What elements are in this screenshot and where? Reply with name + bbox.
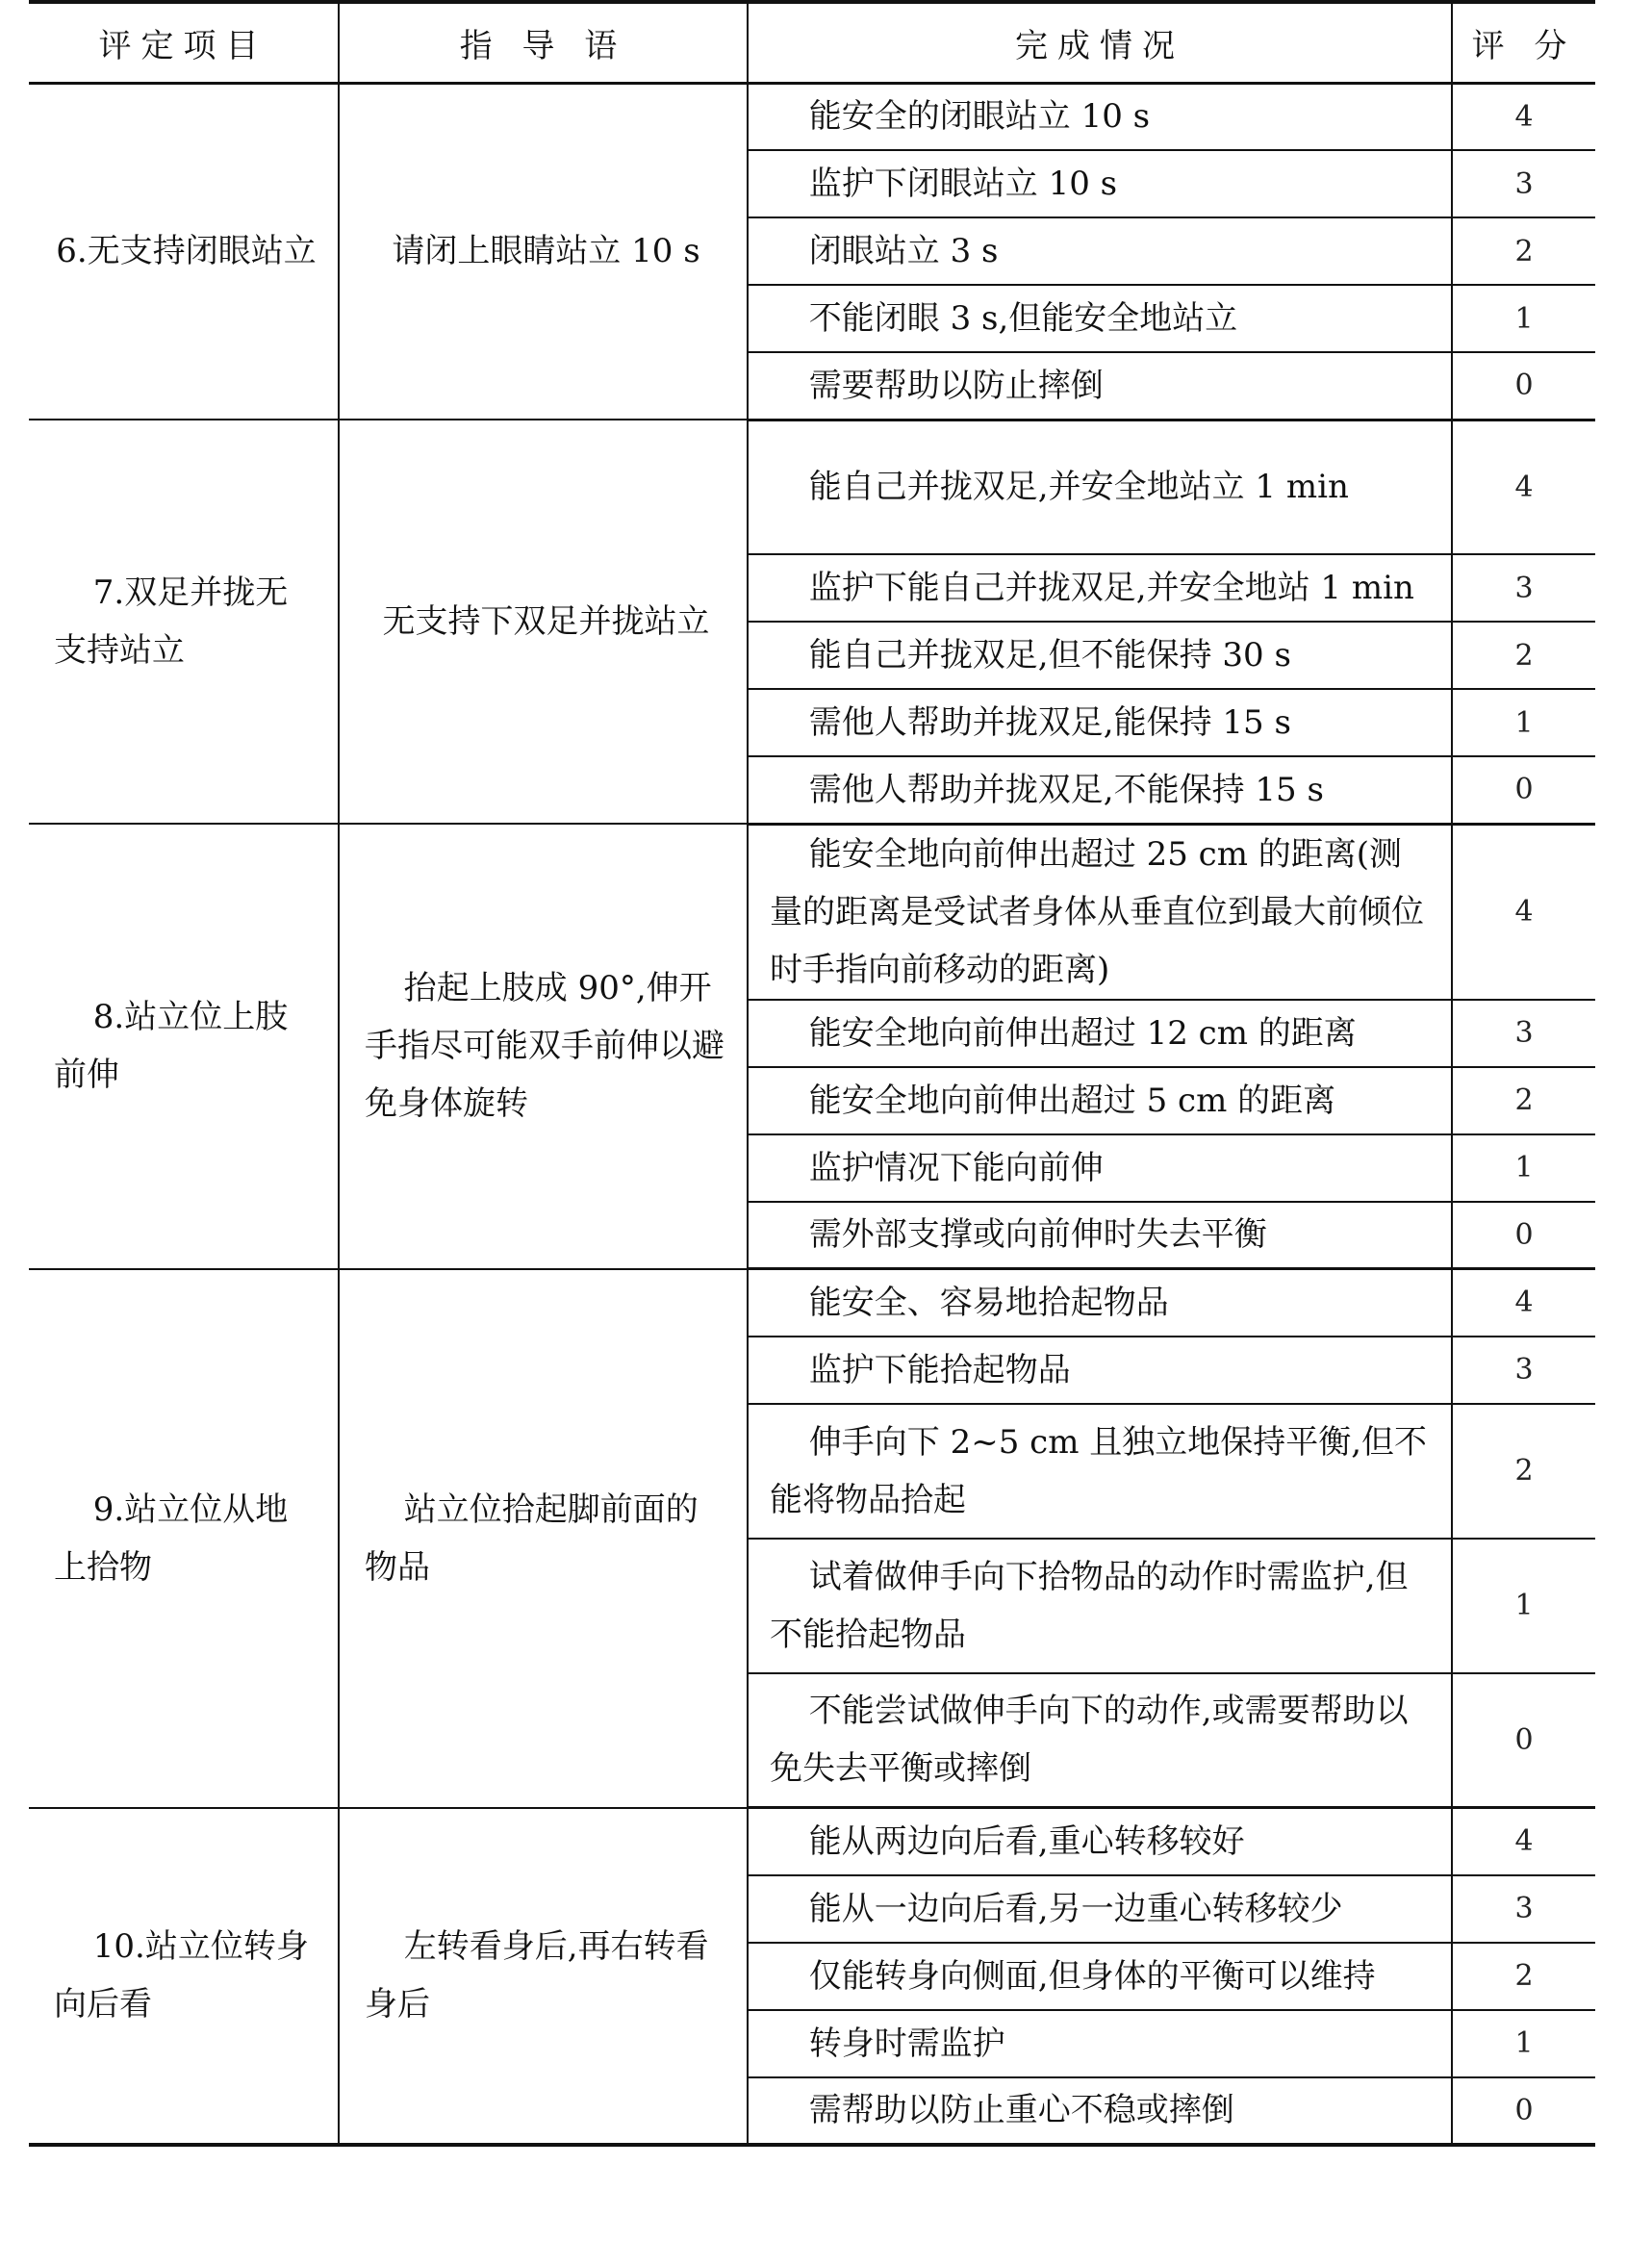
instruction-cell: 抬起上肢成 90°,伸开手指尽可能双手前伸以避免身体旋转 [339,824,748,1269]
score-cell: 3 [1452,1000,1595,1067]
score-cell: 3 [1452,554,1595,622]
completion-cell: 能自己并拢双足,并安全地站立 1 min [748,420,1452,554]
score-cell: 1 [1452,1134,1595,1202]
item-cell: 7.双足并拢无支持站立 [29,420,339,824]
score-cell: 4 [1452,83,1595,150]
completion-cell: 需他人帮助并拢双足,能保持 15 s [748,689,1452,756]
score-cell: 0 [1452,1673,1595,1808]
completion-cell: 能自己并拢双足,但不能保持 30 s [748,622,1452,689]
item-cell: 6.无支持闭眼站立 [29,83,339,420]
score-cell: 1 [1452,689,1595,756]
score-cell: 1 [1452,2010,1595,2077]
completion-cell: 不能闭眼 3 s,但能安全地站立 [748,285,1452,352]
instruction-cell: 站立位拾起脚前面的物品 [339,1269,748,1808]
score-cell: 2 [1452,1404,1595,1539]
header-completion: 完成情况 [748,2,1452,83]
completion-cell: 监护情况下能向前伸 [748,1134,1452,1202]
table-row [29,420,1595,554]
completion-cell: 能从一边向后看,另一边重心转移较少 [748,1875,1452,1943]
score-cell: 3 [1452,1337,1595,1404]
completion-cell: 能从两边向后看,重心转移较好 [748,1808,1452,1875]
item-cell: 9.站立位从地上拾物 [29,1269,339,1808]
score-cell: 3 [1452,150,1595,217]
score-cell: 4 [1452,824,1595,1000]
table-header-row [29,2,1595,83]
header-score: 评 分 [1452,2,1595,83]
completion-cell: 监护下闭眼站立 10 s [748,150,1452,217]
header-instruction: 指 导 语 [339,2,748,83]
completion-cell: 伸手向下 2~5 cm 且独立地保持平衡,但不能将物品拾起 [748,1404,1452,1539]
header-item: 评定项目 [29,2,339,83]
score-cell: 0 [1452,2077,1595,2145]
completion-cell: 仅能转身向侧面,但身体的平衡可以维持 [748,1943,1452,2010]
score-cell: 2 [1452,1067,1595,1134]
completion-cell: 能安全地向前伸出超过 25 cm 的距离(测量的距离是受试者身体从垂直位到最大前倾位时手指向前移动的距离) [748,824,1452,1000]
table-row [29,1269,1595,1337]
item-cell: 8.站立位上肢前伸 [29,824,339,1269]
completion-cell: 需要帮助以防止摔倒 [748,352,1452,420]
completion-cell: 能安全地向前伸出超过 12 cm 的距离 [748,1000,1452,1067]
score-cell: 4 [1452,1269,1595,1337]
score-cell: 0 [1452,352,1595,420]
completion-cell: 能安全、容易地拾起物品 [748,1269,1452,1337]
instruction-cell: 请闭上眼睛站立 10 s [339,83,748,420]
instruction-cell: 无支持下双足并拢站立 [339,420,748,824]
completion-cell: 能安全的闭眼站立 10 s [748,83,1452,150]
completion-cell: 能安全地向前伸出超过 5 cm 的距离 [748,1067,1452,1134]
score-cell: 2 [1452,1943,1595,2010]
completion-cell: 闭眼站立 3 s [748,217,1452,285]
item-cell: 10.站立位转身向后看 [29,1808,339,2145]
score-cell: 1 [1452,285,1595,352]
instruction-cell: 左转看身后,再右转看身后 [339,1808,748,2145]
completion-cell: 需他人帮助并拢双足,不能保持 15 s [748,756,1452,824]
completion-cell: 需外部支撑或向前伸时失去平衡 [748,1202,1452,1269]
score-cell: 0 [1452,756,1595,824]
completion-cell: 试着做伸手向下拾物品的动作时需监护,但不能拾起物品 [748,1539,1452,1673]
completion-cell: 需帮助以防止重心不稳或摔倒 [748,2077,1452,2145]
balance-assessment-table [29,0,1595,2147]
table-row [29,83,1595,150]
table-row [29,1808,1595,1875]
score-cell: 4 [1452,1808,1595,1875]
score-cell: 2 [1452,217,1595,285]
score-cell: 4 [1452,420,1595,554]
score-cell: 3 [1452,1875,1595,1943]
completion-cell: 监护下能自己并拢双足,并安全地站 1 min [748,554,1452,622]
table-row [29,824,1595,1000]
completion-cell: 监护下能拾起物品 [748,1337,1452,1404]
score-cell: 1 [1452,1539,1595,1673]
completion-cell: 不能尝试做伸手向下的动作,或需要帮助以免失去平衡或摔倒 [748,1673,1452,1808]
score-cell: 0 [1452,1202,1595,1269]
completion-cell: 转身时需监护 [748,2010,1452,2077]
score-cell: 2 [1452,622,1595,689]
